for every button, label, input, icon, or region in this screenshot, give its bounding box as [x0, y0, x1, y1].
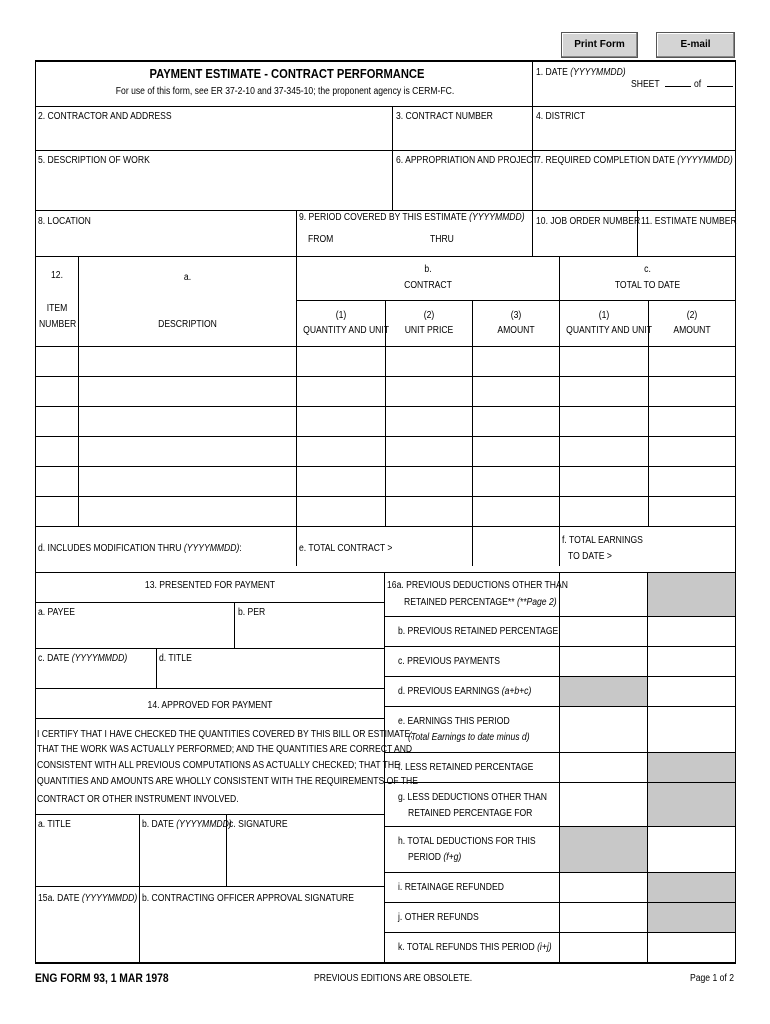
- previous-retained-label: b. PREVIOUS RETAINED PERCENTAGE: [398, 626, 559, 637]
- c1-label: QUANTITY AND UNIT: [566, 325, 653, 336]
- b3-label: AMOUNT: [497, 325, 535, 336]
- number-label: NUMBER: [38, 319, 77, 330]
- col-b-label: b.: [424, 264, 432, 275]
- grid-line: [35, 406, 735, 407]
- sheet-total-input[interactable]: [707, 86, 733, 87]
- previous-earnings-label: d. PREVIOUS EARNINGS (a+b+c): [398, 686, 532, 697]
- officer-signature-label: b. CONTRACTING OFFICER APPROVAL SIGNATURE: [142, 893, 355, 904]
- per-label: b. PER: [238, 607, 266, 618]
- grid-line: [156, 648, 157, 688]
- presented-for-payment-title: 13. PRESENTED FOR PAYMENT: [144, 580, 276, 591]
- certification-line-4: QUANTITIES AND AMOUNTS ARE WHOLLY CONSISTENT WITH THE REQUIREMENTS OF THE: [37, 776, 419, 787]
- period-covered-label: 9. PERIOD COVERED BY THIS ESTIMATE (YYYYMMDD): [299, 212, 525, 223]
- grid-line: [35, 346, 735, 347]
- grid-line: [296, 210, 297, 256]
- shaded-cell: [648, 753, 735, 782]
- job-order-label: 10. JOB ORDER NUMBER: [536, 216, 641, 227]
- grid-line: [392, 106, 393, 210]
- b1-num: (1): [335, 310, 347, 321]
- previous-deductions-label: 16a. PREVIOUS DEDUCTIONS OTHER THAN: [387, 580, 568, 591]
- grid-line: [35, 648, 384, 649]
- grid-line: [35, 526, 735, 527]
- form-subtitle: For use of this form, see ER 37-2-10 and 37-345-10; the proponent agency is CERM-FC.: [115, 86, 455, 97]
- shaded-cell: [648, 783, 735, 826]
- form-border-right: [735, 60, 736, 962]
- of-label: of: [694, 79, 702, 90]
- grid-line: [296, 256, 297, 566]
- form-border-top: [35, 60, 735, 62]
- total-earnings-label: f. TOTAL EARNINGS: [562, 535, 643, 546]
- presented-date-label: c. DATE (YYYYMMDD): [38, 653, 128, 664]
- b3-num: (3): [510, 310, 522, 321]
- other-refunds-label: j. OTHER REFUNDS: [398, 912, 479, 923]
- form-border-left: [35, 60, 36, 962]
- shaded-cell: [560, 677, 647, 706]
- period-label: PERIOD (f+g): [408, 852, 462, 863]
- appropriation-label: 6. APPROPRIATION AND PROJECT: [396, 155, 538, 166]
- b2-num: (2): [423, 310, 435, 321]
- grid-line: [35, 602, 384, 603]
- retained-for-label: RETAINED PERCENTAGE FOR: [408, 808, 533, 819]
- grid-line: [35, 466, 735, 467]
- grid-line: [35, 688, 384, 689]
- from-label: FROM: [308, 234, 334, 245]
- grid-line: [35, 376, 735, 377]
- presented-title-label: d. TITLE: [159, 653, 192, 664]
- grid-line: [35, 106, 735, 107]
- less-retained-label: f. LESS RETAINED PERCENTAGE: [398, 762, 534, 773]
- col12-label: 12.: [51, 270, 63, 281]
- shaded-cell: [648, 903, 735, 932]
- grid-line: [35, 210, 735, 211]
- form-title: PAYMENT ESTIMATE - CONTRACT PERFORMANCE: [149, 66, 425, 81]
- total-contract-label: e. TOTAL CONTRACT >: [299, 543, 393, 554]
- grid-line: [384, 646, 735, 647]
- earnings-this-period-label: e. EARNINGS THIS PERIOD: [398, 716, 510, 727]
- form-number: ENG FORM 93, 1 MAR 1978: [35, 971, 169, 985]
- approver-signature-label: c. SIGNATURE: [229, 819, 288, 830]
- grid-line: [384, 932, 735, 933]
- c2-num: (2): [686, 310, 698, 321]
- includes-modification-label: d. INCLUDES MODIFICATION THRU (YYYYMMDD):: [38, 543, 242, 554]
- certification-line-2: THAT THE WORK WAS ACTUALLY PERFORMED; AND THE QUANTITIES ARE CORRECT AND: [37, 744, 413, 755]
- item-label: ITEM: [46, 303, 68, 314]
- print-form-button[interactable]: Print Form: [561, 32, 638, 58]
- description-work-label: 5. DESCRIPTION OF WORK: [38, 155, 150, 166]
- approver-title-label: a. TITLE: [38, 819, 71, 830]
- grid-line: [78, 256, 79, 526]
- grid-line: [532, 210, 533, 256]
- grid-line: [35, 718, 384, 719]
- c2-label: AMOUNT: [673, 325, 711, 336]
- earnings-note-label: (Total Earnings to date minus d): [408, 732, 530, 743]
- c1-num: (1): [598, 310, 610, 321]
- sheet-label: SHEET: [631, 79, 660, 90]
- grid-line: [35, 496, 735, 497]
- district-label: 4. DISTRICT: [536, 111, 586, 122]
- grid-line: [35, 814, 384, 815]
- previous-editions-note: PREVIOUS EDITIONS ARE OBSOLETE.: [314, 973, 473, 984]
- certification-line-3: CONSISTENT WITH ALL PREVIOUS COMPUTATIONS AS ACTUALLY CHECKED; THAT THE: [37, 760, 400, 771]
- certification-line-1: I CERTIFY THAT I HAVE CHECKED THE QUANTITIES COVERED BY THIS BILL OR ESTIMATE;: [37, 729, 413, 740]
- total-refunds-label: k. TOTAL REFUNDS THIS PERIOD (i+j): [398, 942, 552, 953]
- grid-line: [35, 572, 735, 573]
- grid-line: [35, 256, 735, 257]
- email-button[interactable]: E-mail: [656, 32, 735, 58]
- grid-line: [559, 572, 560, 962]
- grid-line: [559, 256, 560, 566]
- contract-col-label: CONTRACT: [404, 280, 452, 291]
- certification-line-5: CONTRACT OR OTHER INSTRUMENT INVOLVED.: [37, 794, 239, 805]
- description-col-label: DESCRIPTION: [158, 319, 217, 330]
- b1-label: QUANTITY AND UNIT: [303, 325, 390, 336]
- b2-label: UNIT PRICE: [404, 325, 454, 336]
- col-a-label: a.: [183, 272, 192, 283]
- shaded-cell: [560, 827, 647, 872]
- officer-date-label: 15a. DATE (YYYYMMDD): [38, 893, 138, 904]
- location-label: 8. LOCATION: [38, 216, 91, 227]
- grid-line: [384, 706, 735, 707]
- total-to-date-label: TOTAL TO DATE: [614, 280, 681, 291]
- shaded-cell: [648, 873, 735, 902]
- date-field-label: 1. DATE (YYYYMMDD): [536, 67, 626, 78]
- payee-label: a. PAYEE: [38, 607, 75, 618]
- contract-number-label: 3. CONTRACT NUMBER: [396, 111, 493, 122]
- previous-payments-label: c. PREVIOUS PAYMENTS: [398, 656, 500, 667]
- grid-line: [35, 150, 735, 151]
- grid-line: [35, 436, 735, 437]
- retainage-refunded-label: i. RETAINAGE REFUNDED: [398, 882, 504, 893]
- contractor-label: 2. CONTRACTOR AND ADDRESS: [38, 111, 172, 122]
- completion-date-label: 7. REQUIRED COMPLETION DATE (YYYYMMDD): [536, 155, 733, 166]
- approved-for-payment-title: 14. APPROVED FOR PAYMENT: [147, 700, 273, 711]
- grid-line: [296, 300, 735, 301]
- total-deductions-label: h. TOTAL DEDUCTIONS FOR THIS: [398, 836, 536, 847]
- shaded-cell: [648, 573, 735, 616]
- to-date-label: TO DATE >: [568, 551, 612, 562]
- grid-line: [139, 814, 140, 962]
- thru-label: THRU: [430, 234, 454, 245]
- sheet-number-input[interactable]: [665, 86, 691, 87]
- form-border-bottom: [35, 962, 736, 964]
- retained-percentage-label: RETAINED PERCENTAGE** (**Page 2): [404, 597, 557, 608]
- approver-date-label: b. DATE (YYYYMMDD): [142, 819, 232, 830]
- grid-line: [35, 886, 384, 887]
- estimate-number-label: 11. ESTIMATE NUMBER: [641, 216, 737, 227]
- grid-line: [532, 60, 533, 106]
- col-c-label: c.: [644, 264, 651, 275]
- page-number: Page 1 of 2: [690, 973, 734, 984]
- less-deductions-label: g. LESS DEDUCTIONS OTHER THAN: [398, 792, 547, 803]
- grid-line: [234, 602, 235, 648]
- grid-line: [384, 616, 735, 617]
